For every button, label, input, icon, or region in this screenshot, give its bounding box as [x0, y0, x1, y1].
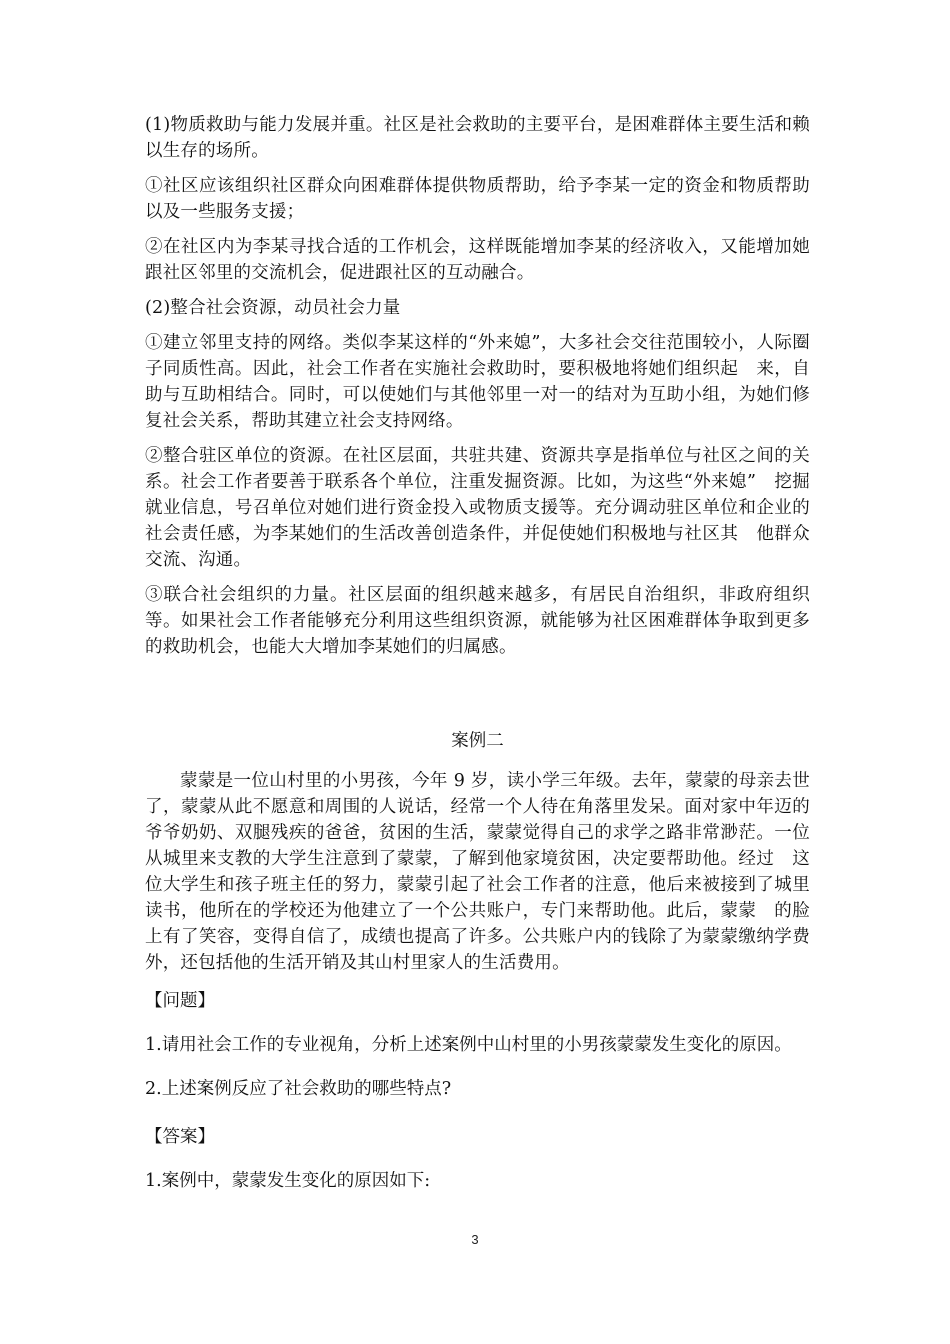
- paragraph-community-material-help: ①社区应该组织社区群众向困难群体提供物质帮助，给予李某一定的资金和物质帮助以及一些服务支援；: [145, 176, 810, 222]
- paragraph-unit-resources: ②整合驻区单位的资源。在社区层面，共驻共建、资源共享是指单位与社区之间的关系。社会工作者要善于联系各个单位，注重发掘资源。比如，为这些“外来媳” 挖掘就业信息，号召单位对她们进行资金投入或物质支援等。充分调动驻区单位和企业的社会责任感，为李某她们的生活改善创造条件，并促使她们积极地与社区其 他群众交流、沟通。: [145, 446, 810, 570]
- answer-label: 【答案】: [145, 1127, 215, 1147]
- page-content: [145, 112, 828, 1194]
- page-number: 3: [471, 1232, 479, 1247]
- case-title: 案例二: [451, 731, 504, 751]
- paragraph-integrate-resources: (2)整合社会资源，动员社会力量: [145, 298, 401, 318]
- paragraph-material-and-ability: (1)物质救助与能力发展并重。社区是社会救助的主要平台，是困难群体主要生活和赖以生存的场所。: [145, 115, 810, 161]
- answer-1: 1.案例中，蒙蒙发生变化的原因如下:: [145, 1171, 431, 1191]
- question-label: 【问题】: [145, 991, 215, 1011]
- paragraph-social-organizations: ③联合社会组织的力量。社区层面的组织越来越多，有居民自治组织，非政府组织等。如果社会工作者能够充分利用这些组织资源，就能够为社区困难群体争取到更多的救助机会，也能大大增加李某她们的归属感。: [145, 585, 810, 657]
- case-story: 蒙蒙是一位山村里的小男孩，今年 9 岁，读小学三年级。去年，蒙蒙的母亲去世了，蒙蒙从此不愿意和周围的人说话，经常一个人待在角落里发呆。面对家中年迈的 爷爷奶奶、双腿残疾的爸爸，贫困的生活，蒙蒙觉得自己的求学之路非常渺茫。一位从城里来支教的大学生注意到了蒙蒙，了解到他家境贫困，决定要帮助他。经过 这位大学生和孩子班主任的努力，蒙蒙引起了社会工作者的注意，他后来被接到了城里读书，他所在的学校还为他建立了一个公共账户，专门来帮助他。此后，蒙蒙 的脸上有了笑容，变得自信了，成绩也提高了许多。公共账户内的钱除了为蒙蒙缴纳学费外，还包括他的生活开销及其山村里家人的生活费用。: [145, 771, 828, 973]
- question-2: 2.上述案例反应了社会救助的哪些特点?: [145, 1079, 452, 1099]
- paragraph-neighbor-support: ①建立邻里支持的网络。类似李某这样的“外来媳”，大多社会交往范围较小，人际圈子同质性高。因此，社会工作者在实施社会救助时，要积极地将她们组织起 来，自助与互助相结合。同时，可以使她们与其他邻里一对一的结对为互助小组，为她们修复社会关系，帮助其建立社会支持网络。: [145, 333, 810, 431]
- question-1: 1.请用社会工作的专业视角，分析上述案例中山村里的小男孩蒙蒙发生变化的原因。: [145, 1035, 792, 1055]
- paragraph-job-opportunity: ②在社区内为李某寻找合适的工作机会，这样既能增加李某的经济收入，又能增加她跟社区邻里的交流机会，促进跟社区的互动融合。: [145, 237, 810, 283]
